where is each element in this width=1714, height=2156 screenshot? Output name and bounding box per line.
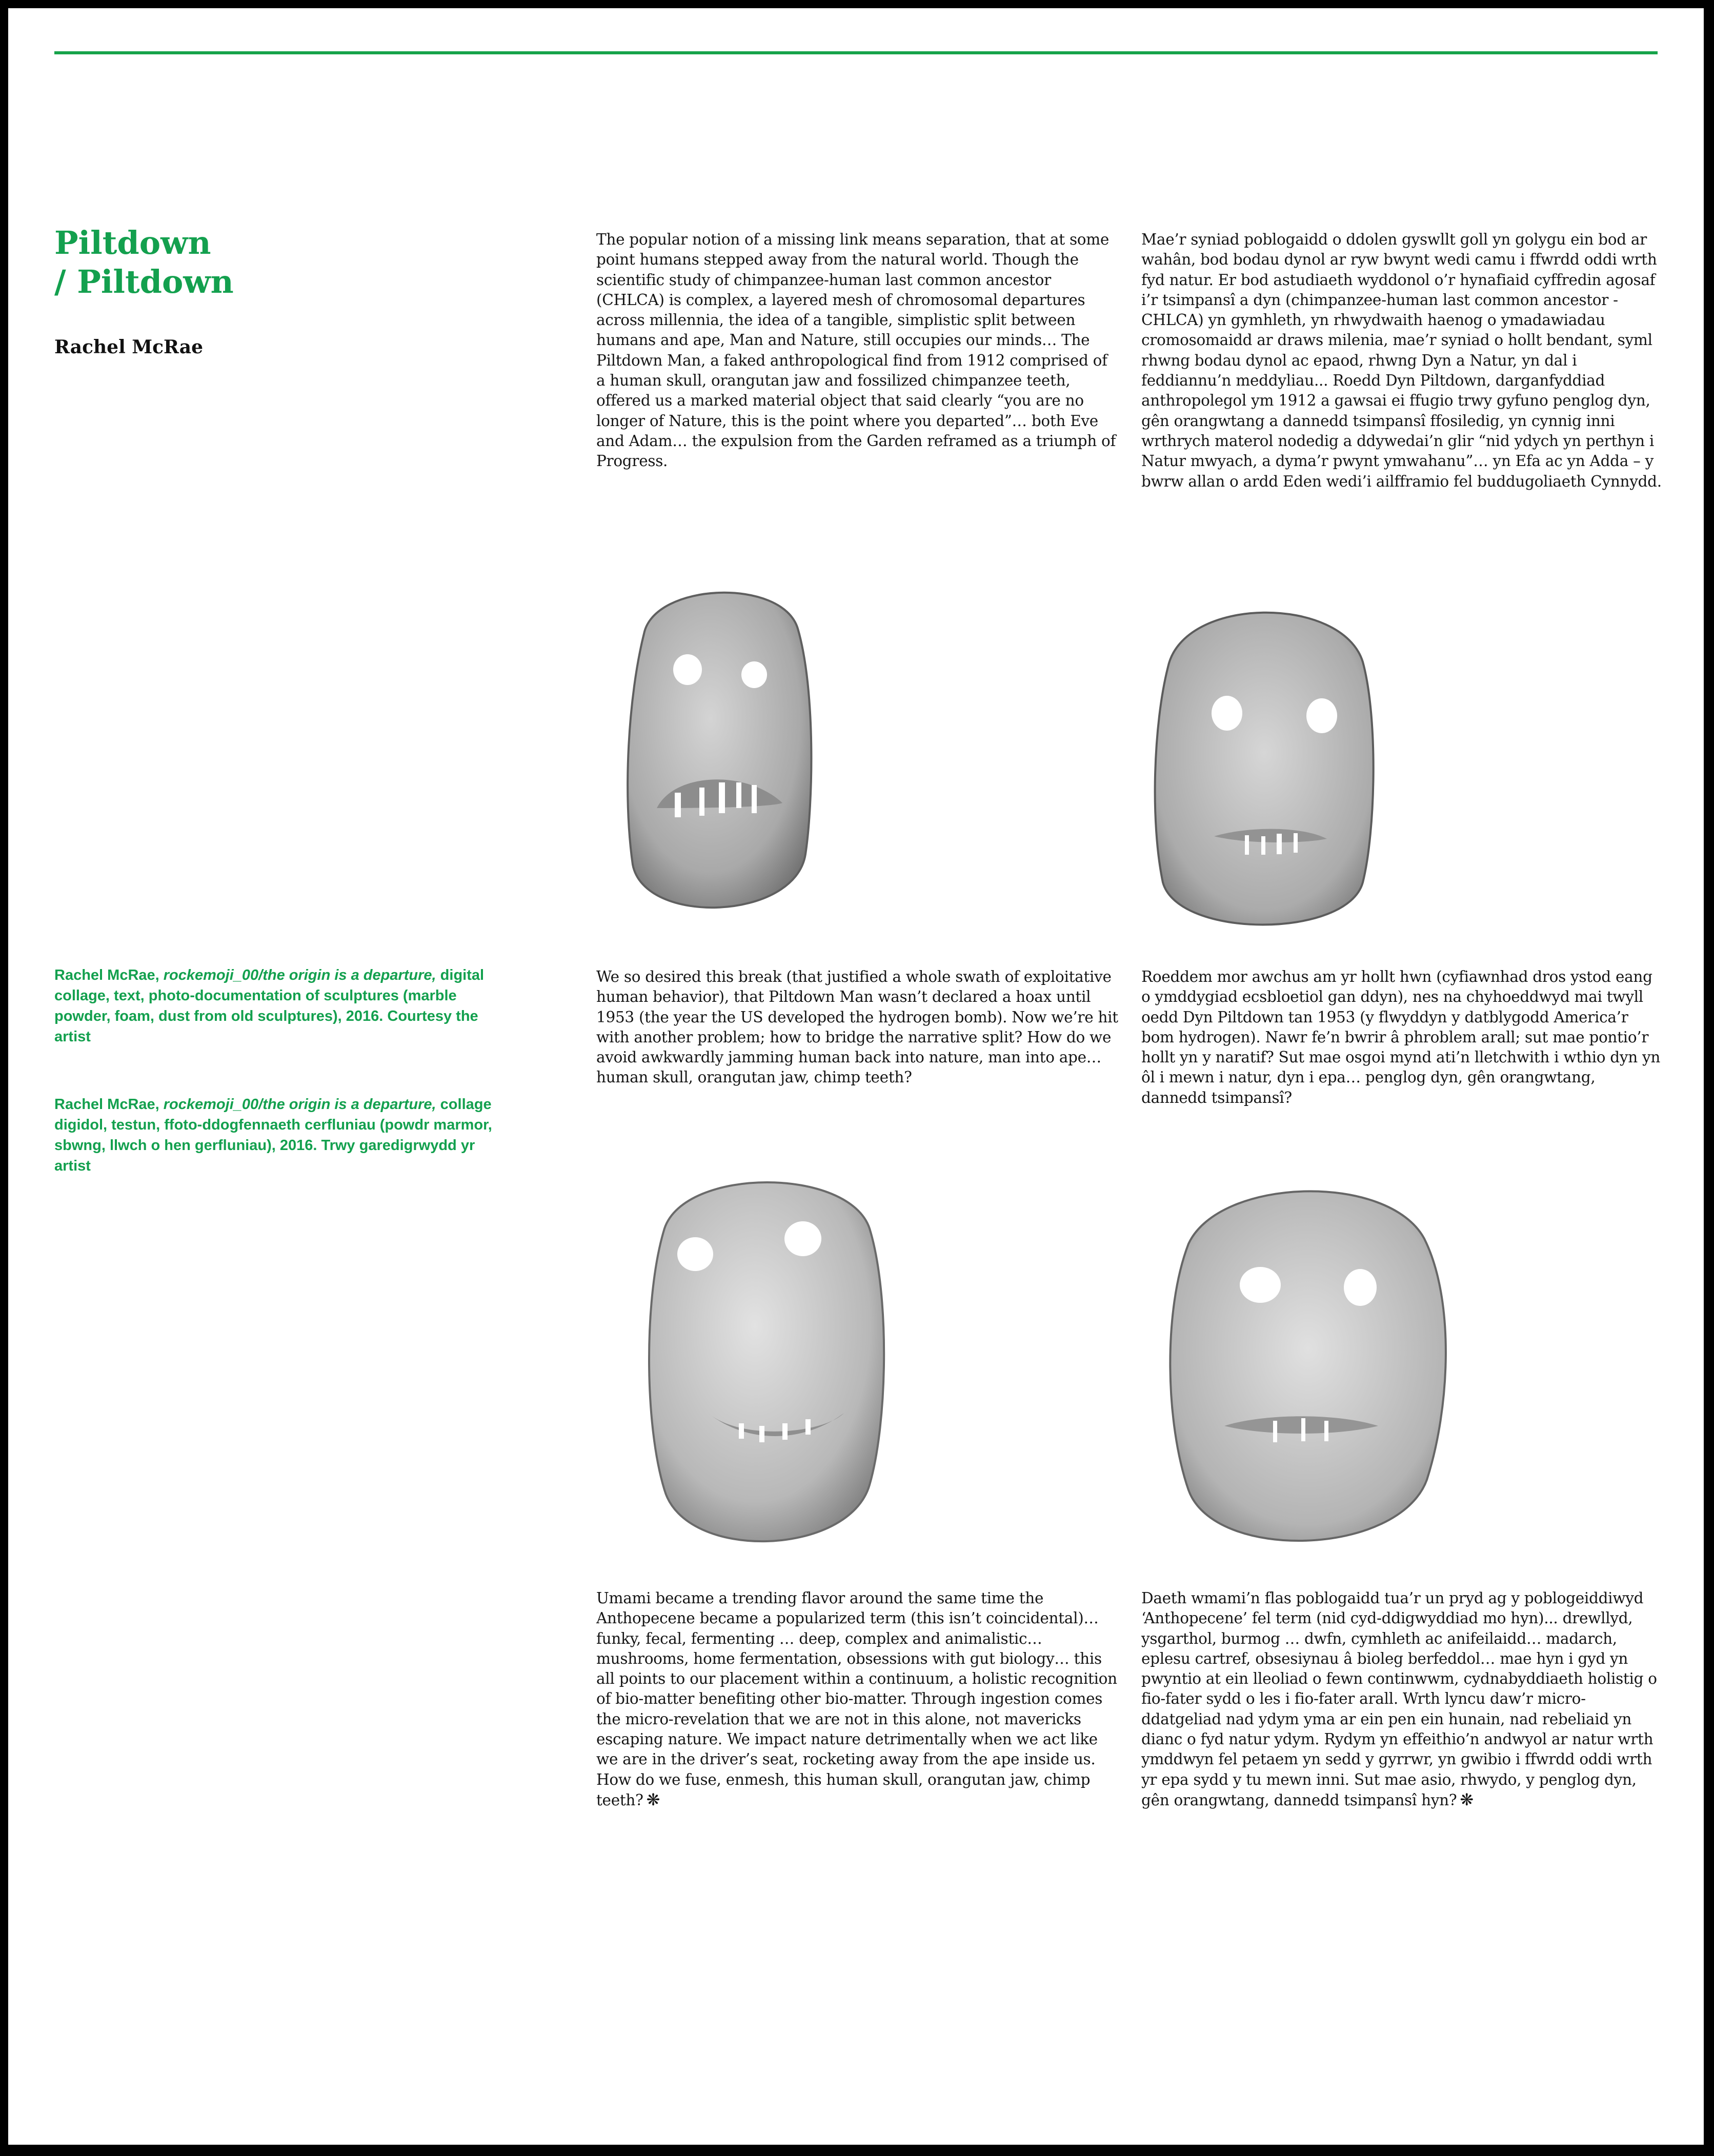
paragraph-english-1: The popular notion of a missing link means separation, that at some point humans stepped away from the natural world. Though the scientific study of chimpanzee-human last common ancestor (CHLCA) is complex, a layered mesh of chromosomal departures across millennia, the idea of a tangible, simplistic split between humans and ape, Man and Nature, still occupies our minds… The Piltdown Man, a faked anthropological find from 1912 comprised of a human skull, orangutan jaw and fossilized chimpanzee teeth, offered us a marked material object that said clearly “you are no longer of Nature, this is the point where you departed”… both Eve and Adam… the expulsion from the Garden reframed as a triumph of Progress.: [596, 231, 1116, 470]
paragraph-english-3: [596, 1588, 1119, 1810]
title-line-welsh: / Piltdown: [54, 263, 234, 300]
page: [8, 8, 1704, 2145]
paragraph-english-2: We so desired this break (that justified a whole swath of exploitative human behavior), that Piltdown Man wasn’t declared a hoax until 1953 (the year the US developed the hydrogen bomb). Now we’re hit with another problem; how to bridge the narrative split? How do we avoid awkwardly jamming human back into nature, man into ape… human skull, orangutan jaw, chimp teeth?: [596, 968, 1118, 1086]
caption-artist: Rachel McRae,: [54, 967, 164, 983]
stone-face-small-mouth-icon: [1147, 1162, 1455, 1562]
paragraph-welsh-3: [1141, 1588, 1664, 1810]
paragraph-welsh-2: Roeddem mor awchus am yr hollt hwn (cyfiawnhad dros ystod eang o ymddygiad ecsbloetiol gan ddyn), nes na chyhoeddwyd mai twyll oedd Dyn Piltdown tan 1953 (y flwyddyn y datblygodd America’r bom hydrogen). Nawr fe’n bwrir â phroblem arall; sut mae pontio’r hollt yn y naratif? Sut mae osgoi mynd ati’n lletchwith i wthio dyn yn ôl i mewn i natur, dyn i epa… penglog dyn, gên orangwtang, dannedd tsimpansî?: [1141, 968, 1661, 1106]
image-caption-welsh: [54, 1094, 500, 1176]
top-rule: [54, 51, 1658, 54]
caption-details: digital collage, text, photo-documentation of sculptures (marble powder, foam, dust from old sculptures), 2016. Courtesy the artist: [54, 967, 485, 1045]
caption-details: collage digidol, testun, ffoto-ddogfennaeth cerfluniau (powdr marmor, sbwng, llwch o hen gerfluniau), 2016. Trwy garedigrwydd yr artist: [54, 1096, 492, 1174]
caption-artist: Rachel McRae,: [54, 1096, 164, 1113]
stone-face-frown-icon: [613, 567, 823, 926]
article-title: [54, 224, 516, 301]
paragraph-english-3-text: Umami became a trending flavor around the same time the Anthopecene became a popularized term (this isn’t coincidental)… funky, fecal, fermenting … deep, complex and animalistic… mushrooms, home fermentation, obsessions with gut biology… this all points to our placement within a continuum, a holistic recognition of bio-matter benefiting other bio-matter. Through ingestion comes the micro-revelation that we are not in this alone, not mavericks escaping nature. We impact nature detrimentally when we act like we are in the driver’s seat, rocketing away from the ape inside us. How do we fuse, enmesh, this human skull, orangutan jaw, chimp teeth?: [596, 1589, 1117, 1809]
end-mark-icon: ❋: [646, 1789, 660, 1809]
paragraph-welsh-1: Mae’r syniad poblogaidd o ddolen gyswllt goll yn golygu ein bod ar wahân, bod bodau dynol ar ryw bwynt wedi camu i ffwrdd oddi wrth fyd natur. Er bod astudiaeth wyddonol o’r hynafiaid cyffredin agosaf i’r tsimpansî a dyn (chimpanzee-human last common ancestor - CHLCA) yn gymhleth, yn rhwydwaith haenog o ymadawiadau cromosomaidd ar draws milenia, mae’r syniad o hollt bendant, syml rhwng bodau dynol ac epaod, rhwng Dyn a Natur, yn dal i feddiannu’n meddyliau... Roedd Dyn Piltdown, darganfyddiad anthropolegol ym 1912 a gawsai ei ffugio trwy gyfuno penglog dyn, gên orangwtang a dannedd tsimpansî ffosiledig, yn cynnig inni wrthrych materol nodedig a ddywedai’n glir “nid ydych yn perthyn i Natur mwyach, a dyma’r pwynt ymwahanu”… yn Efa ac yn Adda – y bwrw allan o ardd Eden wedi’i ailfframio fel buddugoliaeth Cynnydd.: [1141, 231, 1662, 490]
stone-face-grimace-icon: [1147, 585, 1378, 936]
caption-work-title: rockemoji_00/the origin is a departure,: [163, 967, 436, 983]
sculpture-photo-smile: [629, 1157, 890, 1567]
image-caption-english: [54, 965, 500, 1047]
end-mark-icon: ❋: [1460, 1789, 1474, 1809]
caption-work-title: rockemoji_00/the origin is a departure,: [163, 1096, 436, 1113]
sculpture-photo-grimace: [1147, 585, 1378, 936]
stone-face-smile-icon: [629, 1157, 890, 1567]
author-name: Rachel McRae: [54, 336, 204, 358]
paragraph-welsh-3-text: Daeth wmami’n flas poblogaidd tua’r un pryd ag y poblogeiddiwyd ‘Anthopecene’ fel term (nid cyd-ddigwyddiad mo hyn)... drewllyd, ysgarthol, burmog … dwfn, cymhleth ac anifeilaidd… madarch, eplesu cartref, obsesiynau â bioleg berfeddol… mae hyn i gyd yn pwyntio at ein lleoliad o fewn continwwm, cydnabyddiaeth holistig o fio-fater sydd o les i fio-fater arall. Wrth lyncu daw’r micro-ddatgeliad nad ydym yma ar ein pen ein hunain, nad rebeliaid yn dianc o fyd natur ydym. Rydym yn effeithio’n andwyol ar natur wrth ymddwyn fel petaem yn sedd y gyrrwr, yn gwibio i ffwrdd oddi wrth yr epa sydd y tu mewn inni. Sut mae asio, rhwydo, y penglog dyn, gên orangwtang, dannedd tsimpansî hyn?: [1141, 1589, 1657, 1809]
sculpture-photo-frown: [613, 567, 823, 926]
sculpture-photo-small-mouth: [1147, 1162, 1455, 1562]
title-line-english: Piltdown: [54, 224, 211, 261]
